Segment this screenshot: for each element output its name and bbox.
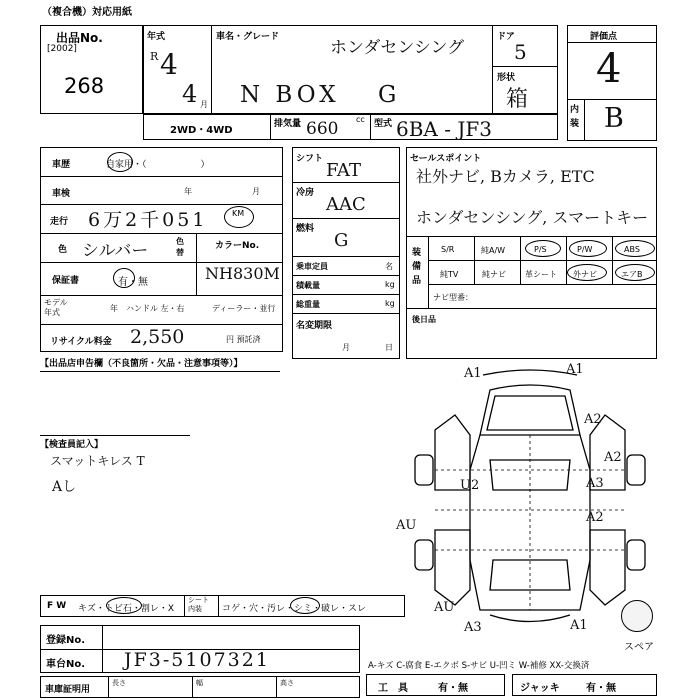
equip-aw: 純A/W (481, 246, 506, 255)
seat-items: コゲ・穴・汚レ・シミ・破レ・スレ (222, 604, 367, 614)
vehicle-model: N BOX (240, 82, 340, 108)
model-year-label: モデル年式 (44, 298, 68, 317)
mark-a2-right: A2 (584, 412, 602, 427)
car-damage-diagram (395, 360, 665, 640)
ps-circle (525, 240, 561, 257)
airbag-circle (615, 264, 655, 281)
type-value: 6BA - JF3 (396, 117, 492, 141)
equip-sr: S/R (441, 245, 455, 254)
equip-airbag: エアB (621, 270, 643, 279)
mark-a1-front-right: A1 (566, 362, 584, 377)
equip-tv: 純TV (440, 270, 459, 279)
displacement-label: 排気量 (274, 119, 302, 129)
chassis-label: 車台No. (46, 659, 86, 670)
sales-label: セールスポイント (410, 154, 482, 164)
inspector-line1: スマットキレス T (50, 454, 145, 468)
sales-line2: ホンダセンシング, スマートキー (416, 208, 649, 227)
shift-value: FAT (326, 160, 361, 181)
cc-unit: cc (356, 115, 365, 124)
mark-a1-rear-right: A1 (570, 618, 588, 633)
month-label: 月 (200, 100, 208, 109)
equip-ext-nav: 外ナビ (573, 270, 597, 279)
cert-width: 幅 (196, 679, 203, 687)
damage-legend: A-キズ C-腐食 E-エクボ S-サビ U-凹ミ W-補修 XX-交換済 (368, 661, 590, 671)
km-circle (224, 206, 254, 228)
month-value: 4 (182, 80, 198, 108)
warranty-label: 保証書 (52, 276, 80, 286)
rating-score: 4 (596, 46, 622, 92)
mark-a3-rear: A3 (464, 620, 482, 635)
mileage-unit: KM (232, 209, 245, 218)
weight-unit: kg (385, 299, 395, 308)
color-code-value: NH830M (205, 264, 280, 283)
year-label: 年式 (147, 32, 166, 42)
model-year-unit: 年 (110, 304, 118, 313)
recycle-value: 2,550 (130, 326, 185, 348)
shape-label: 形状 (497, 73, 516, 83)
equipment-label: 装備品 (412, 248, 422, 286)
name-label: 車名・グレード (216, 32, 280, 42)
tools-value: 有・無 (438, 683, 468, 694)
history-options: 自家用・（ ） (106, 160, 210, 170)
jack-value: 有・無 (586, 683, 616, 694)
ac-label: 冷房 (296, 188, 315, 198)
inspection-label: 車検 (52, 189, 71, 199)
warranty-value: 有・無 (118, 277, 148, 288)
jack-label: ジャッキ (520, 683, 560, 694)
type-label: 型式 (374, 119, 393, 129)
equip-leather: 革シート (525, 270, 557, 279)
cert-height: 高さ (280, 679, 294, 687)
warranty-circle (113, 268, 135, 288)
inspector-label: 【検査員記入】 (40, 440, 104, 450)
chassis-value: JF3-5107321 (124, 649, 270, 671)
spare-label: スペア (624, 642, 654, 653)
door-value: 5 (514, 40, 527, 64)
pw-circle (569, 240, 607, 257)
seller-notes-label: 【出品店申告欄（不良箇所・欠品・注意事項等）】 (40, 359, 243, 369)
seat-label: シート内装 (188, 596, 209, 613)
dirt-circle (290, 597, 320, 614)
load-label: 積載量 (296, 281, 320, 290)
deadline-label: 名変期限 (296, 321, 333, 331)
lot-label: 出品No. (56, 31, 103, 45)
reg-label: 登録No. (46, 635, 86, 646)
mark-au-left: AU (396, 518, 417, 533)
interior-value: B (604, 103, 624, 134)
mark-a1-front: A1 (464, 366, 482, 381)
recycle-label: リサイクル料金 (50, 337, 112, 347)
mileage-value: 6万2千051 (88, 209, 208, 231)
cert-label: 車庫証明用 (45, 685, 91, 695)
lot-year-tag: [2002] (47, 44, 77, 54)
ext-nav-circle (567, 264, 607, 281)
fuel-label: 燃料 (296, 224, 315, 234)
weight-label: 総重量 (296, 300, 320, 309)
shape-value: 箱 (506, 87, 529, 112)
mark-au-rear-left: AU (434, 600, 455, 615)
lot-number: 268 (64, 74, 105, 98)
year-value: 4 (160, 48, 178, 81)
private-use-circle (107, 152, 133, 172)
mark-a2-rear-right: A2 (586, 510, 604, 525)
equip-pw: P/W (577, 245, 593, 254)
mark-a2-right-door: A2 (604, 450, 622, 465)
load-unit: kg (385, 280, 395, 289)
fuel-value: G (334, 230, 349, 251)
equip-ps: P/S (534, 245, 547, 254)
color-change-label: 色替 (176, 237, 184, 257)
spare-tire-icon (621, 600, 653, 632)
stone-chip-circle (106, 597, 142, 614)
color-code-label: カラーNo. (215, 241, 260, 251)
capacity-unit: 名 (385, 262, 393, 271)
fw-items: キズ・トビ石・割レ・X (78, 604, 174, 614)
shift-label: シフト (296, 154, 324, 164)
rating-label: 評価点 (590, 32, 618, 42)
equip-nav: 純ナビ (482, 270, 506, 279)
form-title: （複合機）対応用紙 (42, 7, 132, 18)
sales-line1: 社外ナビ, Bカメラ, ETC (416, 167, 595, 186)
door-label: ドア (497, 32, 515, 42)
mark-u2-roof: U2 (460, 478, 480, 493)
inspection-month-unit: 月 (252, 187, 260, 196)
equip-abs: ABS (624, 245, 640, 254)
vehicle-grade: G (378, 82, 397, 108)
history-label: 車歴 (52, 160, 71, 170)
vehicle-name: ホンダセンシング (330, 38, 465, 58)
fw-label: F W (47, 601, 67, 611)
era-mark: R (150, 50, 159, 63)
displacement-value: 660 (306, 119, 339, 139)
drive-label: 2WD・4WD (170, 125, 233, 136)
dealer-options: ディーラー・並行 (212, 304, 276, 313)
color-label: 色 (58, 245, 68, 255)
deadline-month: 月 (342, 343, 350, 352)
later-items-label: 後日品 (412, 315, 436, 324)
nav-model-label: ナビ型番： (433, 293, 473, 302)
mileage-label: 走行 (50, 217, 69, 227)
tools-label: 工 具 (378, 683, 408, 694)
interior-label: 内装 (570, 105, 580, 129)
abs-circle (615, 240, 655, 257)
inspection-year-unit: 年 (184, 187, 192, 196)
ac-value: AAC (326, 194, 366, 215)
deadline-day: 日 (385, 343, 393, 352)
mark-a3-right: A3 (586, 476, 604, 491)
recycle-unit: 円 預託済 (226, 335, 261, 344)
cert-length: 長さ (112, 679, 126, 687)
color-value: シルバー (82, 241, 149, 261)
handle-options: ハンドル 左・右 (126, 304, 185, 313)
inspector-line2: Aし (52, 479, 77, 495)
capacity-label: 乗車定員 (296, 262, 328, 271)
